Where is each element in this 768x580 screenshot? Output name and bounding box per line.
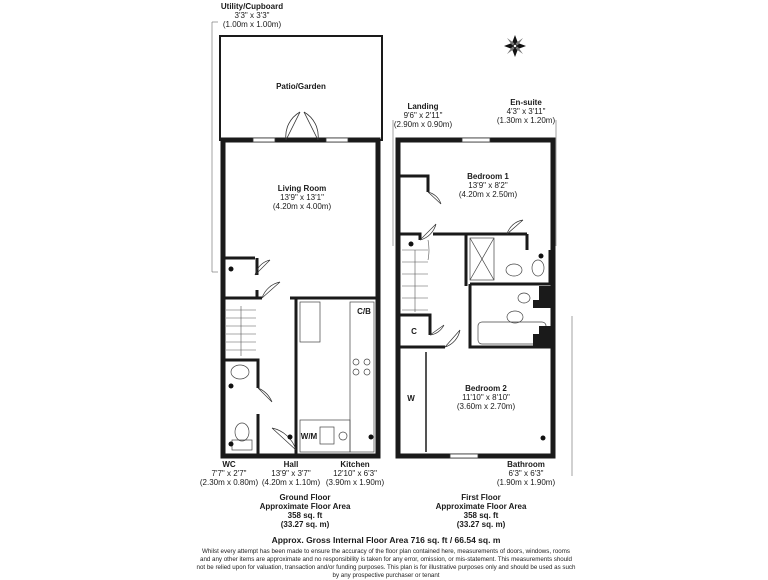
bathroom-imperial: 6'3" x 6'3" <box>508 469 544 478</box>
compass-rose-icon <box>504 35 526 57</box>
living-room-label <box>262 184 342 211</box>
wc-fittings <box>231 365 252 450</box>
ground-floor-title: Ground Floor <box>279 493 331 502</box>
ensuite-name: En-suite <box>510 98 542 107</box>
bedroom1-label <box>448 172 528 199</box>
ground-fixture-dots <box>229 267 374 447</box>
landing-imperial: 9'6" x 2'11" <box>403 111 443 120</box>
wm-label: W/M <box>300 432 318 441</box>
wc-metric: (2.30m x 0.80m) <box>199 478 259 487</box>
utility-metric: (1.00m x 1.00m) <box>222 20 282 29</box>
first-floor-sqft: 358 sq. ft <box>463 511 499 520</box>
bathroom-label <box>493 460 559 487</box>
bedroom2-metric: (3.60m x 2.70m) <box>456 402 516 411</box>
bedroom2-name: Bedroom 2 <box>465 384 507 393</box>
total-floor-area: Approx. Gross Internal Floor Area 716 sq. ft / 66.54 sq. m <box>271 535 501 545</box>
bathroom-metric: (1.90m x 1.90m) <box>496 478 556 487</box>
first-floor-title: First Floor <box>461 493 501 502</box>
utility-name: Utility/Cupboard <box>220 2 284 11</box>
cb-label: C/B <box>357 307 371 316</box>
ground-floor-subtitle: Approximate Floor Area <box>259 502 351 511</box>
wc-label <box>196 460 262 487</box>
bedroom2-label <box>446 384 526 411</box>
patio-label <box>266 82 336 91</box>
first-floor-subtitle: Approximate Floor Area <box>435 502 527 511</box>
living-room-imperial: 13'9" x 13'1" <box>280 193 324 202</box>
ground-floor-sqm: (33.27 sq. m) <box>280 520 330 529</box>
ground-doors <box>255 260 296 450</box>
kitchen-fittings <box>300 302 374 452</box>
bedroom2-imperial: 11'10" x 8'10" <box>462 393 510 402</box>
first-stairs <box>402 240 429 312</box>
hall-metric: (4.20m x 1.10m) <box>261 478 321 487</box>
first-floor-blocks <box>533 286 553 346</box>
kitchen-imperial: 12'10" x 6'3" <box>333 469 377 478</box>
wc-imperial: 7'7" x 2'7" <box>211 469 247 478</box>
utility-label <box>217 2 287 29</box>
living-room-name: Living Room <box>277 184 327 193</box>
bedroom1-name: Bedroom 1 <box>467 172 509 181</box>
ground-floor-area <box>250 493 360 529</box>
wardrobe-w-label: W <box>407 394 415 403</box>
wc-name: WC <box>222 460 236 469</box>
patio-name: Patio/Garden <box>276 82 326 91</box>
landing-metric: (2.90m x 0.90m) <box>393 120 453 129</box>
bedroom1-imperial: 13'9" x 8'2" <box>468 181 508 190</box>
hall-label <box>258 460 324 487</box>
bathroom-name: Bathroom <box>507 460 545 469</box>
hall-name: Hall <box>283 460 299 469</box>
ensuite-imperial: 4'3" x 3'11" <box>506 107 546 116</box>
landing-name: Landing <box>407 102 439 111</box>
cupboard-c-label: C <box>411 327 417 336</box>
hall-imperial: 13'9" x 3'7" <box>271 469 311 478</box>
disclaimer-text: Whilst every attempt has been made to ensure the accuracy of the floor plan contained here, measurements of doors, windows, rooms and any other items are approximate and no responsibility is taken for any error, omission, or mis-statement. This measurements should not be relied upon for valuation, transaction and/or funding purposes. This plan is for illustrative purposes only and should be used as such by any prospective purchaser or tenant <box>196 548 576 579</box>
kitchen-metric: (3.90m x 1.90m) <box>325 478 385 487</box>
first-floor-sqm: (33.27 sq. m) <box>456 520 506 529</box>
kitchen-name: Kitchen <box>340 460 370 469</box>
ground-floor-sqft: 358 sq. ft <box>287 511 323 520</box>
landing-label <box>390 102 456 129</box>
ensuite-label <box>493 98 559 125</box>
kitchen-label <box>322 460 388 487</box>
ensuite-metric: (1.30m x 1.20m) <box>496 116 556 125</box>
living-room-metric: (4.20m x 4.00m) <box>272 202 332 211</box>
ground-stairs <box>226 306 256 356</box>
bedroom1-metric: (4.20m x 2.50m) <box>458 190 518 199</box>
utility-imperial: 3'3" x 3'3" <box>234 11 270 20</box>
ensuite-fittings <box>470 238 544 280</box>
first-floor-area <box>426 493 536 529</box>
ground-floor-walls <box>220 36 382 456</box>
